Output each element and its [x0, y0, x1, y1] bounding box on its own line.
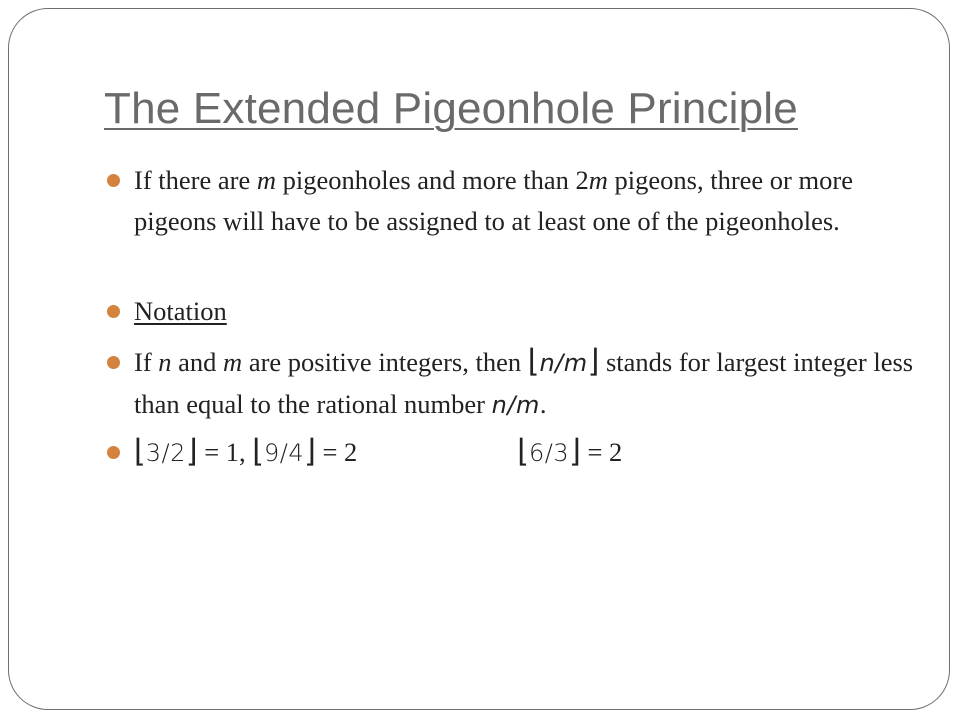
- slide-title: The Extended Pigeonhole Principle: [104, 84, 798, 133]
- bullet-text: and: [171, 347, 224, 377]
- variable-m: m: [588, 165, 608, 195]
- bullet-text: stands for largest integer less than equal to the rational number: [134, 347, 914, 419]
- floor-example-3: 6/3: [529, 439, 570, 467]
- bullet-notation: [134, 291, 924, 332]
- variable-m: m: [223, 347, 243, 377]
- bullet-text: .: [539, 389, 547, 419]
- floor-example-2-value: = 2: [322, 437, 358, 467]
- variable-m: m: [256, 165, 276, 195]
- floor-example-1: 3/2: [145, 439, 186, 467]
- bullet-text: pigeonholes and more than 2: [275, 165, 589, 195]
- floor-example-1-value: = 1,: [204, 437, 246, 467]
- bullet-text: pigeons, three or more pigeons will have to be assigned to at least one of the pigeonholes.: [134, 165, 853, 236]
- floor-left-bracket: ⌊: [517, 433, 529, 470]
- floor-left-bracket: ⌊: [134, 433, 146, 470]
- floor-expression: n/m: [539, 349, 588, 377]
- floor-example-2: 9/4: [263, 439, 305, 467]
- floor-example-3-value: = 2: [587, 437, 623, 467]
- notation-label: Notation: [134, 296, 227, 326]
- bullet-dot: [107, 305, 120, 318]
- floor-right-bracket: ⌋: [304, 433, 316, 470]
- bullet-text: If: [134, 347, 159, 377]
- bullet-dot: [107, 356, 120, 369]
- floor-left-bracket: ⌊: [252, 433, 264, 470]
- floor-right-bracket: ⌋: [185, 433, 198, 470]
- bullet-floor-examples: [134, 432, 924, 474]
- bullet-floor-definition: [134, 342, 924, 426]
- bullet-text: are positive integers, then: [242, 347, 528, 377]
- ratio-expression: n/m: [491, 391, 540, 419]
- floor-right-bracket: ⌋: [569, 433, 581, 470]
- variable-n: n: [158, 347, 172, 377]
- floor-left-bracket: ⌊: [527, 343, 540, 380]
- bullet-extended-principle: [134, 160, 924, 242]
- bullet-dot: [107, 446, 120, 459]
- bullet-text: If there are: [134, 165, 257, 195]
- floor-right-bracket: ⌋: [587, 343, 600, 380]
- bullet-dot: [107, 174, 120, 187]
